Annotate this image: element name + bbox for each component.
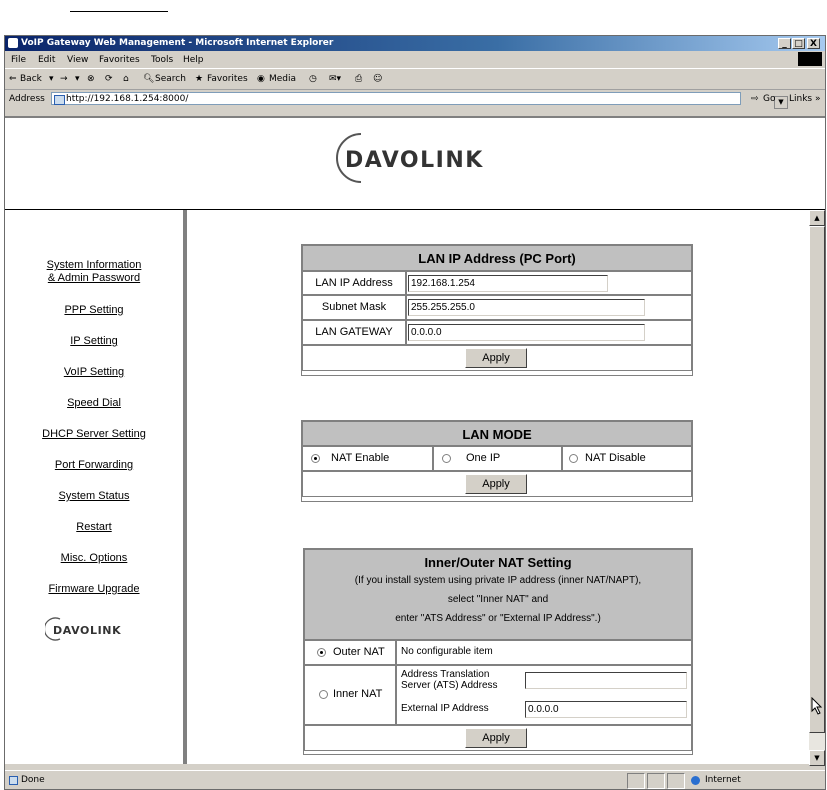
menu-help[interactable]: Help [183, 55, 204, 65]
nat-title: Inner/Outer NAT Setting [424, 555, 572, 570]
status-text: Done [21, 775, 45, 785]
menu-favorites[interactable]: Favorites [99, 55, 140, 65]
nat-disable-option[interactable] [562, 446, 692, 471]
ats-label-line1: Address Translation [401, 669, 490, 680]
outer-nat-option[interactable] [304, 640, 396, 665]
window-title: VoIP Gateway Web Management - Microsoft Internet Explorer [21, 38, 334, 48]
zone-text: Internet [705, 775, 741, 785]
lan-ip-table [301, 244, 693, 376]
done-page-icon [9, 776, 18, 785]
minimize-button[interactable]: _ [778, 38, 791, 49]
media-button[interactable]: Media [269, 74, 297, 84]
inner-nat-radio[interactable] [319, 690, 328, 699]
lan-ip-label: LAN IP Address [302, 271, 406, 295]
title-bar [5, 36, 825, 51]
one-ip-option[interactable] [433, 446, 562, 471]
inner-nat-label: Inner NAT [333, 688, 383, 700]
close-button[interactable]: X [807, 38, 820, 49]
brand-name: DAVOLINK [345, 148, 484, 173]
back-arrow-icon[interactable]: ⇐ [9, 74, 17, 84]
inner-nat-fields-cell [396, 665, 692, 725]
messenger-icon[interactable]: ☺ [373, 74, 383, 84]
search-button[interactable]: Search [155, 74, 186, 84]
lan-ip-apply-row [302, 345, 692, 371]
lan-ip-title: LAN IP Address (PC Port) [302, 245, 692, 271]
scroll-down-icon[interactable]: ▼ [809, 750, 825, 766]
nat-header [304, 549, 692, 640]
lan-ip-apply-button[interactable]: Apply [465, 348, 527, 368]
favorites-icon[interactable]: ★ [195, 74, 204, 84]
nav-ppp-setting[interactable]: PPP Setting [64, 304, 124, 316]
davolink-logo [327, 128, 507, 188]
lan-ip-input[interactable]: 192.168.1.254 [408, 275, 608, 292]
ats-address-input[interactable] [525, 672, 687, 689]
main-content [187, 210, 809, 764]
header-frame [5, 116, 825, 211]
page-icon [54, 95, 65, 105]
lan-mode-table [301, 420, 693, 502]
maximize-button[interactable]: □ [792, 38, 805, 49]
top-underline [70, 11, 168, 12]
windows-logo-icon [798, 52, 822, 66]
lan-gateway-input[interactable]: 0.0.0.0 [408, 324, 645, 341]
nat-disable-label: NAT Disable [585, 452, 646, 464]
nav-voip-setting[interactable]: VoIP Setting [63, 366, 125, 378]
one-ip-label: One IP [466, 452, 501, 464]
nav-misc-options[interactable]: Misc. Options [60, 552, 128, 564]
outer-nat-info-cell [396, 640, 692, 665]
subnet-mask-label: Subnet Mask [302, 295, 406, 320]
nat-description-3: enter "ATS Address" or "External IP Address".) [395, 613, 601, 624]
menu-tools[interactable]: Tools [151, 55, 174, 65]
nav-system-status[interactable]: System Status [58, 490, 130, 502]
nat-table [303, 548, 693, 755]
lan-gateway-value-cell [406, 320, 692, 345]
go-arrow-icon[interactable]: ⇨ [751, 94, 759, 104]
outer-nat-radio[interactable] [317, 648, 326, 657]
external-ip-input[interactable]: 0.0.0.0 [525, 701, 687, 718]
nav-dhcp-server-setting[interactable]: DHCP Server Setting [42, 428, 146, 440]
address-label: Address [9, 94, 45, 104]
nat-enable-radio[interactable] [311, 454, 320, 463]
history-icon[interactable]: ◷ [309, 74, 317, 84]
subnet-mask-value-cell [406, 295, 692, 320]
ie-icon [8, 38, 18, 48]
nav-admin-password[interactable]: & Admin Password [47, 272, 141, 284]
search-icon[interactable]: 🔍︎ [143, 74, 155, 84]
nav-restart[interactable]: Restart [76, 521, 112, 533]
nav-firmware-upgrade[interactable]: Firmware Upgrade [48, 583, 140, 595]
nav-port-forwarding[interactable]: Port Forwarding [54, 459, 134, 471]
home-icon[interactable]: ⌂ [123, 74, 129, 84]
links-button[interactable]: Links » [789, 94, 821, 104]
status-pane [627, 773, 645, 789]
nat-description-1: (If you install system using private IP address (inner NAT/NAPT), [354, 575, 642, 586]
external-ip-label: External IP Address [401, 703, 489, 714]
status-bar [5, 770, 825, 790]
mouse-cursor-icon [811, 697, 823, 715]
favorites-button[interactable]: Favorites [207, 74, 248, 84]
nat-enable-option[interactable] [302, 446, 433, 471]
one-ip-radio[interactable] [442, 454, 451, 463]
go-button[interactable]: Go [763, 94, 776, 104]
address-bar [5, 90, 825, 109]
scroll-up-icon[interactable]: ▲ [809, 210, 825, 226]
nat-description-2: select "Inner NAT" and [447, 594, 549, 605]
ats-label-line2: Server (ATS) Address [401, 680, 498, 691]
sidebar [5, 210, 187, 764]
print-icon[interactable]: ⎙ [355, 74, 363, 84]
outer-nat-info: No configurable item [401, 646, 493, 657]
nat-disable-radio[interactable] [569, 454, 578, 463]
media-icon[interactable]: ◉ [257, 74, 265, 84]
nat-apply-button[interactable]: Apply [465, 728, 527, 748]
lan-mode-apply-row [302, 471, 692, 497]
menu-view[interactable]: View [67, 55, 89, 65]
dropdown-icon[interactable]: ▾ [49, 74, 54, 84]
address-url: http://192.168.1.254:8000/ [66, 94, 189, 104]
dropdown-icon[interactable]: ▾ [75, 74, 80, 84]
internet-globe-icon [691, 776, 700, 785]
outer-nat-label: Outer NAT [333, 646, 385, 658]
sidebar-brand-name: DAVOLINK [53, 624, 122, 637]
stop-icon[interactable]: ⊗ [87, 74, 95, 84]
status-pane [647, 773, 665, 789]
toolbar [5, 69, 825, 90]
lan-gateway-label: LAN GATEWAY [302, 320, 406, 345]
status-pane [667, 773, 685, 789]
inner-nat-option[interactable] [304, 665, 396, 725]
back-button[interactable]: Back [20, 74, 42, 84]
nav-speed-dial[interactable]: Speed Dial [67, 397, 121, 409]
forward-icon[interactable]: → [60, 74, 68, 84]
lan-mode-title: LAN MODE [302, 421, 692, 446]
subnet-mask-input[interactable]: 255.255.255.0 [408, 299, 645, 316]
address-dropdown-icon[interactable]: ▼ [774, 96, 788, 109]
nav-ip-setting[interactable]: IP Setting [70, 335, 118, 347]
scroll-thumb[interactable] [809, 226, 825, 733]
nat-apply-row [304, 725, 692, 751]
browser-window [4, 35, 826, 790]
refresh-icon[interactable]: ⟳ [105, 74, 113, 84]
lan-ip-value-cell [406, 271, 692, 295]
menu-file[interactable]: File [11, 55, 27, 65]
nav-system-information[interactable]: System Information [46, 259, 142, 271]
lan-mode-apply-button[interactable]: Apply [465, 474, 527, 494]
mail-icon[interactable]: ✉▾ [329, 74, 342, 84]
nat-enable-label: NAT Enable [331, 452, 390, 464]
menu-edit[interactable]: Edit [38, 55, 56, 65]
vertical-scrollbar[interactable] [809, 210, 825, 766]
menu-bar [5, 52, 825, 69]
sidebar-logo [45, 615, 135, 643]
